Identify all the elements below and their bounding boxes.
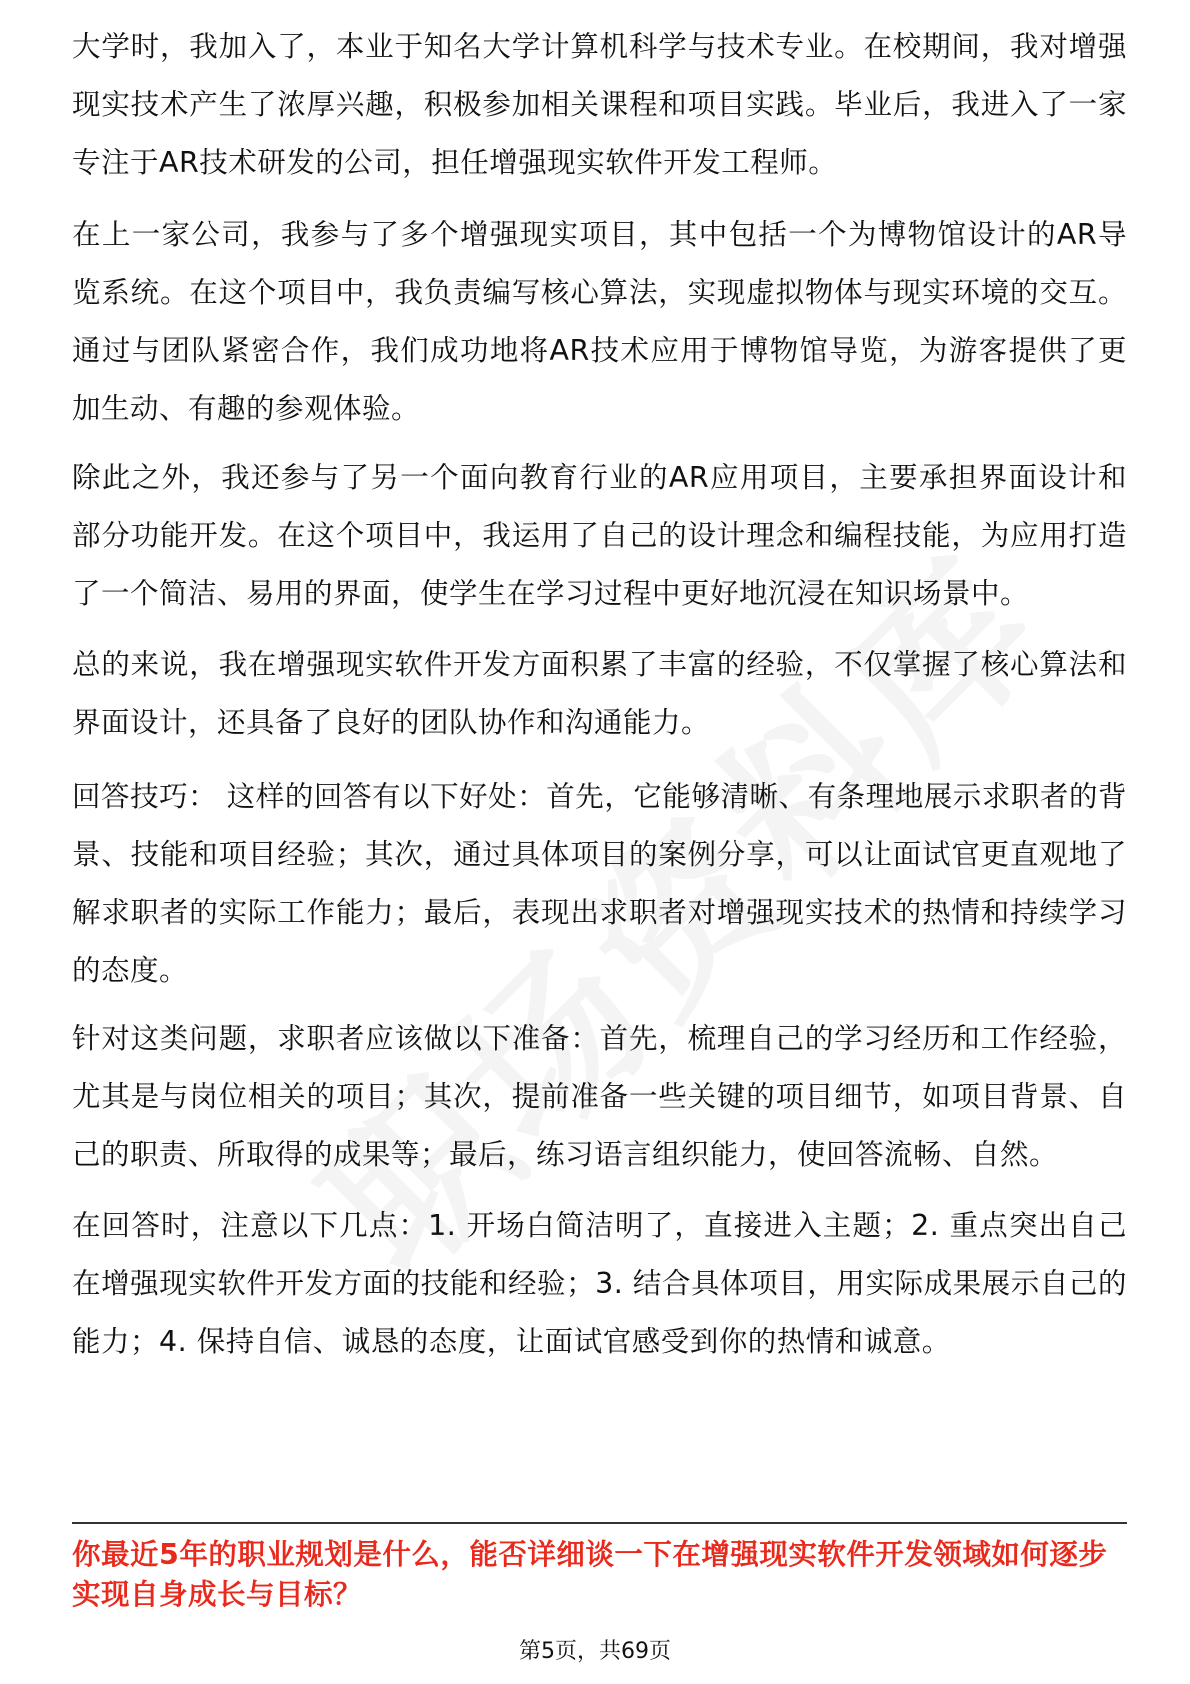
page-number: 第5页，共69页 [519,1639,671,1664]
paragraph-notes: 在回答时，注意以下几点：1. 开场白简洁明了，直接进入主题；2. 重点突出自己在增强现实软件开发方面的技能和经验；3. 结合具体项目，用实际成果展示自己的能力；4. 保持自信、诚恳的态度，让面试官感受到你的热情和诚意。 [72,1209,1127,1358]
paragraph-answer-tips: 回答技巧： 这样的回答有以下好处：首先，它能够清晰、有条理地展示求职者的背景、技能和项目经验；其次，通过具体项目的案例分享，可以让面试官更直观地了解求职者的实际工作能力；最后，表现出求职者对增强现实技术的热情和持续学习的态度。 [72,780,1127,987]
next-question-heading: 你最近5年的职业规划是什么，能否详细谈一下在增强现实软件开发领域如何逐步实现自身成长与目标？ [72,1538,1108,1611]
paragraph-preparation: 针对这类问题，求职者应该做以下准备：首先，梳理自己的学习经历和工作经验，尤其是与岗位相关的项目；其次，提前准备一些关键的项目细节，如项目背景、自己的职责、所取得的成果等；最后，练习语言组织能力，使回答流畅、自然。 [72,1022,1127,1171]
paragraph-summary: 总的来说，我在增强现实软件开发方面积累了丰富的经验，不仅掌握了核心算法和界面设计，还具备了良好的团队协作和沟通能力。 [72,648,1127,739]
section-divider [72,1522,1127,1524]
paragraph-education-project: 除此之外，我还参与了另一个面向教育行业的AR应用项目，主要承担界面设计和部分功能开发。在这个项目中，我运用了自己的设计理念和编程技能，为应用打造了一个简洁、易用的界面，使学生在学习过程中更好地沉浸在知识场景中。 [72,461,1127,610]
paragraph-background: 大学时，我加入了，本业于知名大学计算机科学与技术专业。在校期间，我对增强现实技术产生了浓厚兴趣，积极参加相关课程和项目实践。毕业后，我进入了一家专注于AR技术研发的公司，担任增强现实软件开发工程师。 [72,30,1127,179]
paragraph-museum-project: 在上一家公司，我参与了多个增强现实项目，其中包括一个为博物馆设计的AR导览系统。在这个项目中，我负责编写核心算法，实现虚拟物体与现实环境的交互。通过与团队紧密合作，我们成功地将AR技术应用于博物馆导览，为游客提供了更加生动、有趣的参观体验。 [72,218,1127,425]
